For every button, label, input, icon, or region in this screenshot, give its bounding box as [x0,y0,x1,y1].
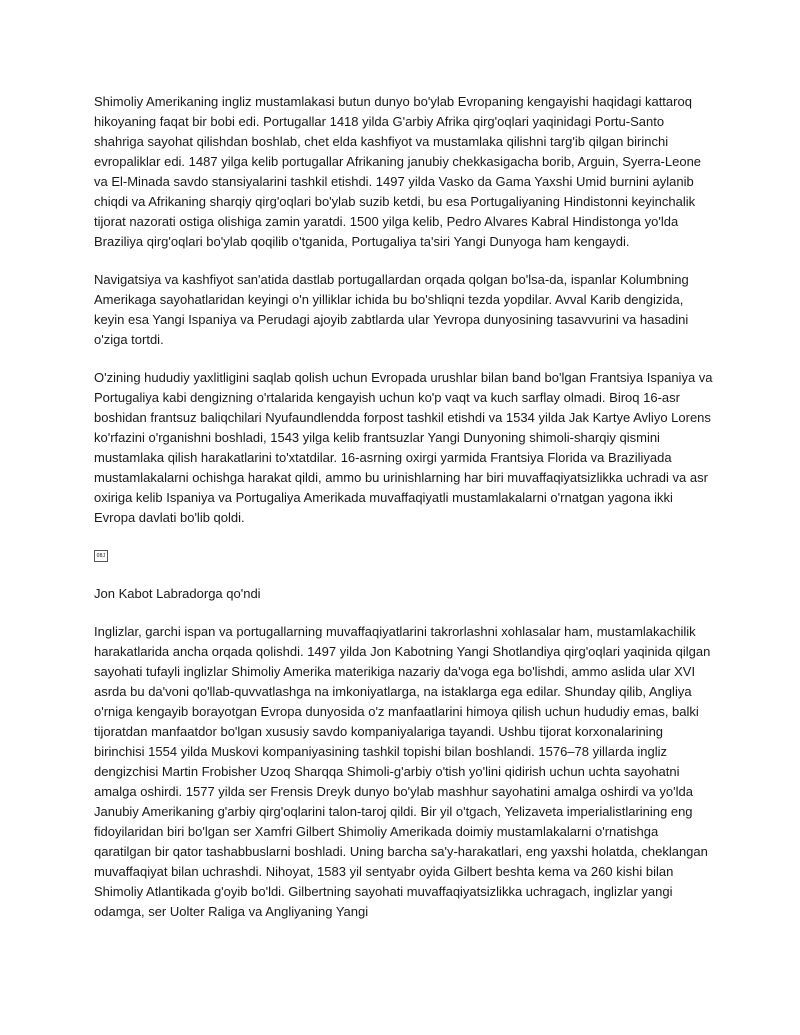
paragraph-3: O'zining hududiy yaxlitligini saqlab qolish uchun Evropada urushlar bilan band bo'lgan Frantsiya Ispaniya va Portugaliya kabi dengizning o'rtalarida kengayish uchun ko'p vaqt va kuch sarflay olmadi. Biroq 16-asr boshidan frantsuz baliqchilari Nyufaundlendda forpost tashkil etishdi va 1534 yilda Jak Kartye Avliyo Lorens ko'rfazini o'rganishni boshladi, 1543 yilga kelib frantsuzlar Yangi Dunyoning shimoli-sharqiy qismini mustamlaka qilish harakatlarini to'xtatdilar. 16-asrning oxirgi yarmida Frantsiya Florida va Braziliyada mustamlakalarni ochishga harakat qildi, ammo bu urinishlarning har biri muvaffaqiyatsizlikka uchradi va asr oxiriga kelib Ispaniya va Portugaliya Amerikada muvaffaqiyatli mustamlakalarni o'rnatgan yagona ikki Evropa davlati bo'lib qoldi. [94,370,713,525]
paragraph-1: Shimoliy Amerikaning ingliz mustamlakasi butun dunyo bo'ylab Evropaning kengayishi haqidagi kattaroq hikoyaning faqat bir bobi edi. Portugallar 1418 yilda G'arbiy Afrika qirg'oqlari yaqinidagi Portu-Santo shahriga sayohat qilishdan boshlab, chet elda kashfiyot va mustamlaka qilishni targ'ib qilgan birinchi evropaliklar edi. 1487 yilga kelib portugallar Afrikaning janubiy chekkasigacha borib, Arguin, Syerra-Leone va El-Minada savdo stansiyalarini tashkil etishdi. 1497 yilda Vasko da Gama Yaxshi Umid burnini aylanib chiqdi va Afrikaning sharqiy qirg'oqlari bo'ylab suzib ketdi, bu esa Portugaliyaning Hindistonni keyinchalik tijorat nazorati ostiga olishiga zamin yaratdi. 1500 yilga kelib, Pedro Alvares Kabral Hindistonga yo'lda Braziliya qirg'oqlari bo'ylab qoqilib o'tganida, Portugaliya ta'siri Yangi Dunyoga ham kengaydi. [94,94,702,249]
document-page [94,92,716,940]
embedded-object-row [94,546,716,566]
section-heading: Jon Kabot Labradorga qo'ndi [94,586,261,601]
paragraph-2: Navigatsiya va kashfiyot san'atida dastlab portugallardan orqada qolgan bo'lsa-da, ispanlar Kolumbning Amerikaga sayohatlaridan keyingi o'n yilliklar ichida bu bo'shliqni tezda yopdilar. Avval Karib dengizida, keyin esa Yangi Ispaniya va Perudagi ajoyib zabtlarda ular Yevropa dunyosining tasavvurini va hasadini o'ziga tortdi. [94,272,689,347]
paragraph-4: Inglizlar, garchi ispan va portugallarning muvaffaqiyatlarini takrorlashni xohlasalar ham, mustamlakachilik harakatlarida ancha orqada qolishdi. 1497 yilda Jon Kabotning Yangi Shotlandiya qirg'oqlari yaqinida qilgan sayohati tufayli inglizlar Shimoliy Amerika materikiga nazariy da'voga ega bo'lishdi, ammo aslida ular XVI asrda bu da'voni qo'llab-quvvatlashga na imkoniyatlarga, na istaklarga ega edilar. Shunday qilib, Angliya o'rniga kengayib borayotgan Evropa dunyosida o'z manfaatlarini himoya qilish uchun hududiy emas, balki tijoratdan manfaatdor bo'lgan xususiy savdo kompaniyalariga tayandi. Ushbu tijorat korxonalarining birinchisi 1554 yilda Muskovi kompaniyasining tashkil topishi bilan boshlandi. 1576–78 yillarda ingliz dengizchisi Martin Frobisher Uzoq Sharqqa Shimoli-g'arbiy o'tish yo'lini qidirish uchun uchta sayohatni amalga oshirdi. 1577 yilda ser Frensis Dreyk dunyo bo'ylab mashhur sayohatini amalga oshirdi va yo'lda Janubiy Amerikaning g'arbiy qirg'oqlarini talon-taroj qildi. Bir yil o'tgach, Yelizaveta imperialistlarining eng fidoyilaridan biri bo'lgan ser Xamfri Gilbert Shimoliy Amerikada doimiy mustamlakalarni o'rnatishga qaratilgan bir qator tashabbuslarni boshladi. Uning barcha sa'y-harakatlari, eng yaxshi holatda, cheklangan muvaffaqiyat bilan uchrashdi. Nihoyat, 1583 yil sentyabr oyida Gilbert beshta kema va 260 kishi bilan Shimoliy Atlantikada g'oyib bo'ldi. Gilbertning sayohati muvaffaqiyatsizlikka uchragach, inglizlar yangi odamga, ser Uolter Raliga va Angliyaning Yangi [94,624,711,919]
embedded-object-icon: OBJ [94,550,108,562]
